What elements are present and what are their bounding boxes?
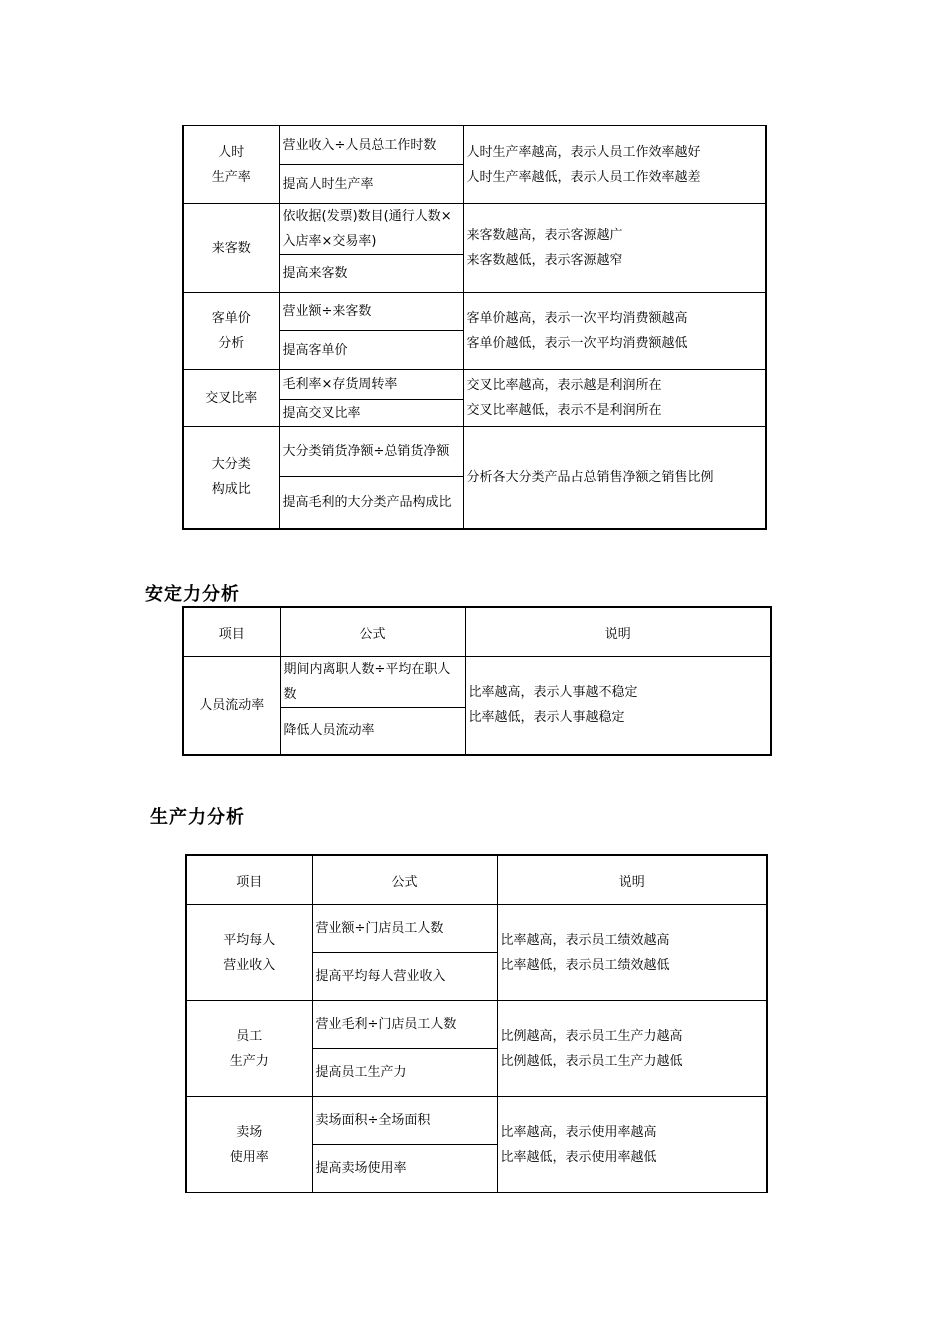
formula-cell: 依收据(发票)数目(通行人数×入店率×交易率) bbox=[279, 204, 463, 255]
item-cell: 平均每人 营业收入 bbox=[186, 905, 312, 1001]
action-cell: 提高毛利的大分类产品构成比 bbox=[279, 477, 463, 529]
description-cell: 客单价越高，表示一次平均消费额越高 客单价越低，表示一次平均消费额越低 bbox=[463, 293, 766, 370]
formula-cell: 营业毛利÷门店员工人数 bbox=[312, 1001, 497, 1049]
section-title-productivity: 生产力分析 bbox=[150, 807, 245, 828]
action-cell: 降低人员流动率 bbox=[280, 708, 465, 755]
header-formula: 公式 bbox=[312, 855, 497, 905]
ratio-table-continued bbox=[182, 125, 767, 530]
header-description: 说明 bbox=[465, 607, 771, 657]
description-cell: 人时生产率越高，表示人员工作效率越好 人时生产率越低，表示人员工作效率越差 bbox=[463, 126, 766, 204]
section-title-stability: 安定力分析 bbox=[145, 584, 240, 605]
item-cell: 卖场 使用率 bbox=[186, 1097, 312, 1193]
action-cell: 提高客单价 bbox=[279, 331, 463, 370]
action-cell: 提高员工生产力 bbox=[312, 1049, 497, 1097]
header-item: 项目 bbox=[183, 607, 280, 657]
header-formula: 公式 bbox=[280, 607, 465, 657]
description-cell: 比率越高，表示使用率越高 比率越低，表示使用率越低 bbox=[497, 1097, 767, 1193]
action-cell: 提高来客数 bbox=[279, 255, 463, 293]
formula-cell: 期间内离职人数÷平均在职人数 bbox=[280, 657, 465, 708]
description-cell: 交叉比率越高，表示越是利润所在 交叉比率越低，表示不是利润所在 bbox=[463, 370, 766, 427]
description-cell: 比例越高，表示员工生产力越高 比例越低，表示员工生产力越低 bbox=[497, 1001, 767, 1097]
item-cell: 人时 生产率 bbox=[183, 126, 279, 204]
item-cell: 人员流动率 bbox=[183, 657, 280, 755]
productivity-table bbox=[185, 854, 768, 1193]
stability-table bbox=[182, 606, 772, 756]
description-cell: 来客数越高，表示客源越广 来客数越低，表示客源越窄 bbox=[463, 204, 766, 293]
item-cell: 大分类 构成比 bbox=[183, 427, 279, 529]
action-cell: 提高平均每人营业收入 bbox=[312, 953, 497, 1001]
action-cell: 提高人时生产率 bbox=[279, 165, 463, 204]
formula-cell: 大分类销货净额÷总销货净额 bbox=[279, 427, 463, 477]
item-cell: 客单价 分析 bbox=[183, 293, 279, 370]
item-cell: 来客数 bbox=[183, 204, 279, 293]
formula-cell: 营业额÷来客数 bbox=[279, 293, 463, 331]
description-cell: 比率越高，表示人事越不稳定 比率越低，表示人事越稳定 bbox=[465, 657, 771, 755]
header-description: 说明 bbox=[497, 855, 767, 905]
formula-cell: 卖场面积÷全场面积 bbox=[312, 1097, 497, 1145]
description-cell: 比率越高，表示员工绩效越高 比率越低，表示员工绩效越低 bbox=[497, 905, 767, 1001]
item-cell: 员工 生产力 bbox=[186, 1001, 312, 1097]
formula-cell: 毛利率×存货周转率 bbox=[279, 370, 463, 400]
action-cell: 提高卖场使用率 bbox=[312, 1145, 497, 1193]
formula-cell: 营业额÷门店员工人数 bbox=[312, 905, 497, 953]
description-cell: 分析各大分类产品占总销售净额之销售比例 bbox=[463, 427, 766, 529]
header-item: 项目 bbox=[186, 855, 312, 905]
item-cell: 交叉比率 bbox=[183, 370, 279, 427]
formula-cell: 营业收入÷人员总工作时数 bbox=[279, 126, 463, 165]
action-cell: 提高交叉比率 bbox=[279, 400, 463, 427]
